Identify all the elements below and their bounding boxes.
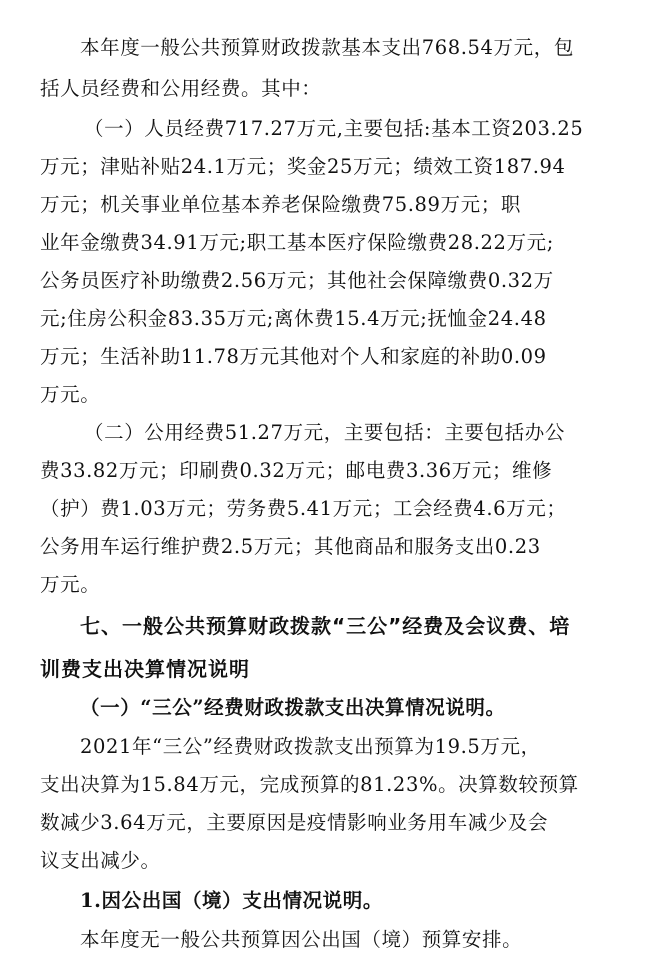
personnel-expense-line-6: 元;住房公积金83.35万元;离休费15.4万元;抚恤金24.48 bbox=[40, 307, 547, 330]
three-public-paragraph-line-4: 议支出减少。 bbox=[40, 849, 161, 872]
public-expense-line-5: 万元。 bbox=[40, 573, 101, 596]
public-expense-line-3: （护）费1.03万元；劳务费5.41万元；工会经费4.6万元； bbox=[40, 497, 567, 520]
personnel-expense-line-1: （一）人员经费717.27万元,主要包括:基本工资203.25 bbox=[84, 117, 584, 140]
personnel-expense-line-5: 公务员医疗补助缴费2.56万元；其他社会保障缴费0.32万 bbox=[40, 269, 554, 292]
personnel-expense-line-2: 万元；津贴补贴24.1万元；奖金25万元；绩效工资187.94 bbox=[40, 155, 566, 178]
personnel-expense-line-7: 万元；生活补助11.78万元其他对个人和家庭的补助0.09 bbox=[40, 345, 547, 368]
section-seven-heading-line-2: 训费支出决算情况说明 bbox=[40, 657, 250, 681]
overseas-travel-paragraph: 本年度无一般公共预算因公出国（境）预算安排。 bbox=[80, 928, 523, 951]
personnel-expense-line-4: 业年金缴费34.91万元;职工基本医疗保险缴费28.22万元; bbox=[40, 231, 554, 254]
personnel-expense-line-3: 万元；机关事业单位基本养老保险缴费75.89万元；职 bbox=[40, 193, 521, 216]
section-seven-heading-line-1: 七、一般公共预算财政拨款“三公”经费及会议费、培 bbox=[80, 614, 571, 638]
paragraph-basic-expenditure-line-1: 本年度一般公共预算财政拨款基本支出768.54万元，包 bbox=[80, 36, 574, 59]
three-public-paragraph-line-2: 支出决算为15.84万元，完成预算的81.23%。决算数较预算 bbox=[40, 773, 579, 796]
public-expense-line-1: （二）公用经费51.27万元，主要包括：主要包括办公 bbox=[84, 421, 565, 444]
paragraph-basic-expenditure-line-2: 括人员经费和公用经费。其中： bbox=[40, 77, 322, 100]
three-public-subheading: （一）“三公”经费财政拨款支出决算情况说明。 bbox=[80, 696, 506, 719]
three-public-paragraph-line-1: 2021年“三公”经费财政拨款支出预算为19.5万元， bbox=[80, 735, 541, 758]
public-expense-line-4: 公务用车运行维护费2.5万元；其他商品和服务支出0.23 bbox=[40, 535, 541, 558]
overseas-travel-subheading: 1.因公出国（境）支出情况说明。 bbox=[80, 889, 383, 912]
public-expense-line-2: 费33.82万元；印刷费0.32万元；邮电费3.36万元；维修 bbox=[40, 459, 553, 482]
three-public-paragraph-line-3: 数减少3.64万元，主要原因是疫情影响业务用车减少及会 bbox=[40, 811, 549, 834]
personnel-expense-line-8: 万元。 bbox=[40, 383, 101, 406]
